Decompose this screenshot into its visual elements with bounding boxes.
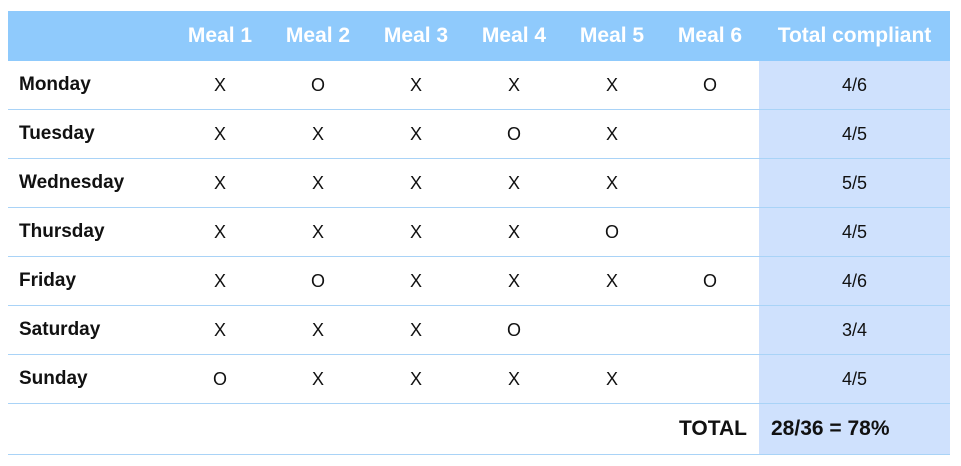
meal-cell: X bbox=[171, 257, 269, 306]
row-total: 5/5 bbox=[759, 159, 950, 208]
meal-cell: X bbox=[367, 306, 465, 355]
column-header-meal-6: Meal 6 bbox=[661, 11, 759, 61]
total-row bbox=[8, 404, 950, 455]
table-row bbox=[8, 110, 950, 159]
column-header-total-compliant: Total compliant bbox=[759, 11, 950, 61]
meal-cell: X bbox=[465, 61, 563, 110]
table-row bbox=[8, 208, 950, 257]
meal-cell: O bbox=[563, 208, 661, 257]
column-header-meal-4: Meal 4 bbox=[465, 11, 563, 61]
meal-cell: X bbox=[367, 61, 465, 110]
row-total: 3/4 bbox=[759, 306, 950, 355]
meal-cell: X bbox=[367, 208, 465, 257]
meal-cell: X bbox=[563, 355, 661, 404]
table-row bbox=[8, 159, 950, 208]
meal-cell: X bbox=[269, 159, 367, 208]
meal-cell: O bbox=[171, 355, 269, 404]
total-label: TOTAL bbox=[8, 404, 759, 455]
day-label: Friday bbox=[8, 257, 171, 306]
meal-cell: O bbox=[465, 306, 563, 355]
meal-cell: X bbox=[465, 208, 563, 257]
meal-cell: X bbox=[171, 159, 269, 208]
day-label: Tuesday bbox=[8, 110, 171, 159]
meal-cell: X bbox=[563, 110, 661, 159]
meal-cell: X bbox=[367, 355, 465, 404]
meal-cell: X bbox=[171, 61, 269, 110]
meal-cell bbox=[563, 306, 661, 355]
column-header-meal-1: Meal 1 bbox=[171, 11, 269, 61]
meal-compliance-table bbox=[8, 11, 950, 455]
meal-cell: O bbox=[661, 257, 759, 306]
meal-cell: O bbox=[465, 110, 563, 159]
meal-cell bbox=[661, 110, 759, 159]
day-label: Thursday bbox=[8, 208, 171, 257]
column-header-meal-3: Meal 3 bbox=[367, 11, 465, 61]
meal-cell: X bbox=[465, 355, 563, 404]
day-label: Sunday bbox=[8, 355, 171, 404]
meal-cell: X bbox=[367, 110, 465, 159]
meal-cell: X bbox=[171, 208, 269, 257]
meal-cell bbox=[661, 306, 759, 355]
meal-cell bbox=[661, 159, 759, 208]
meal-cell: X bbox=[465, 257, 563, 306]
table-row bbox=[8, 61, 950, 110]
meal-cell: X bbox=[367, 257, 465, 306]
meal-cell: X bbox=[465, 159, 563, 208]
row-total: 4/5 bbox=[759, 110, 950, 159]
meal-cell: X bbox=[563, 257, 661, 306]
meal-cell: X bbox=[171, 306, 269, 355]
meal-cell: X bbox=[563, 61, 661, 110]
meal-cell: X bbox=[269, 355, 367, 404]
day-label: Monday bbox=[8, 61, 171, 110]
table-row bbox=[8, 355, 950, 404]
meal-cell bbox=[661, 355, 759, 404]
table-row bbox=[8, 257, 950, 306]
column-header-meal-5: Meal 5 bbox=[563, 11, 661, 61]
row-total: 4/5 bbox=[759, 355, 950, 404]
meal-cell: O bbox=[269, 61, 367, 110]
meal-cell: X bbox=[269, 306, 367, 355]
corner-cell bbox=[8, 11, 171, 61]
meal-cell: X bbox=[269, 208, 367, 257]
row-total: 4/6 bbox=[759, 61, 950, 110]
meal-cell: X bbox=[269, 110, 367, 159]
header-row bbox=[8, 11, 950, 61]
meal-cell: O bbox=[269, 257, 367, 306]
column-header-meal-2: Meal 2 bbox=[269, 11, 367, 61]
meal-cell: X bbox=[367, 159, 465, 208]
meal-cell: X bbox=[171, 110, 269, 159]
meal-cell bbox=[661, 208, 759, 257]
table-body bbox=[8, 61, 950, 404]
row-total: 4/5 bbox=[759, 208, 950, 257]
meal-cell: X bbox=[563, 159, 661, 208]
day-label: Wednesday bbox=[8, 159, 171, 208]
day-label: Saturday bbox=[8, 306, 171, 355]
table-row bbox=[8, 306, 950, 355]
meal-cell: O bbox=[661, 61, 759, 110]
row-total: 4/6 bbox=[759, 257, 950, 306]
total-value: 28/36 = 78% bbox=[759, 404, 950, 455]
